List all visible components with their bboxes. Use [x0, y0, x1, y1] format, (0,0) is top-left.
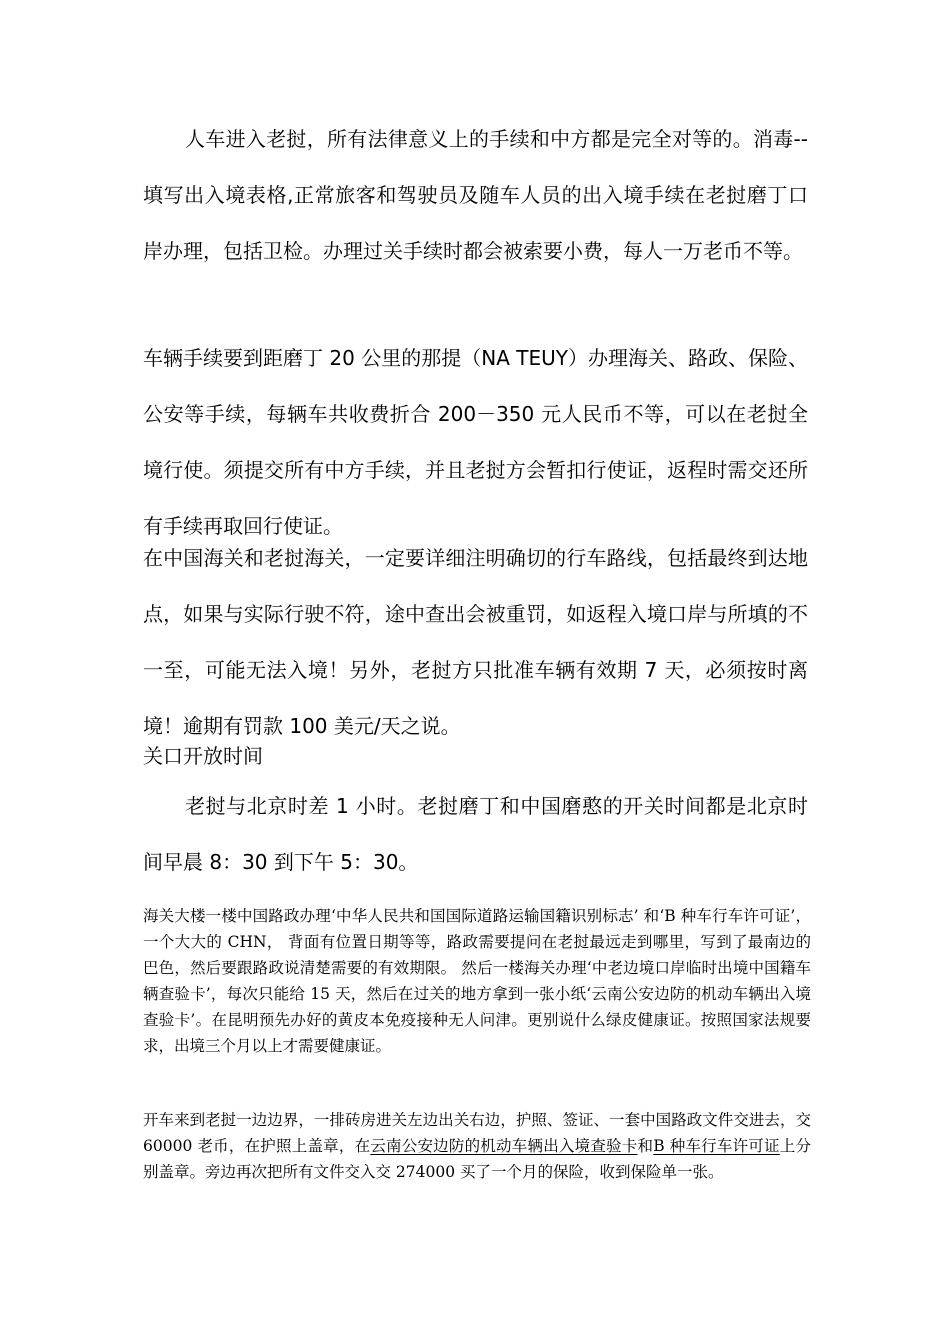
paragraph-border-crossing-text-2: 和 — [637, 1137, 654, 1155]
underlined-inspection-card: 云南公安边防的机动车辆出入境查验卡 — [370, 1137, 638, 1155]
paragraph-opening-hours: 老挝与北京时差 1 小时。老挝磨丁和中国磨憨的开关时间都是北京时间早晨 8：30 到下午 5：30。 — [143, 794, 808, 874]
paragraph-vehicle-procedures: 车辆手续要到距磨丁 20 公里的那提（NA TEUY）办理海关、路政、保险、公安等手续，每辆车共收费折合 200－350 元人民币不等，可以在老挝全境行使。须提交所有中方手续，并且老挝方会暂扣行使证，返程时需交还所有手续再取回行使证。 — [143, 346, 808, 538]
paragraph-road-admin: 海关大楼一楼中国路政办理‘中华人民共和国国际道路运输国籍识别标志’ 和‘B 种车行车许可证’，一个大大的 CHN， 背面有位置日期等等，路政需要提问在老挝最远走到哪里，写到了最南边的巴色，然后要跟路政说清楚需要的有效期限。 然后一楼海关办理‘中老边境口岸临时出境中国籍车辆查验卡’，每次只能给 15 天，然后在过关的地方拿到一张小纸‘云南公安边防的机动车辆出入境查验卡’。在昆明预先办好的黄皮本免疫接种无人问津。更别说什么绿皮健康证。按照国家法规要求，出境三个月以上才需要健康证。 — [143, 907, 811, 1055]
paragraph-route-declaration: 在中国海关和老挝海关，一定要详细注明确切的行车路线，包括最终到达地点，如果与实际行驶不符，途中查出会被重罚，如返程入境口岸与所填的不一至，可能无法入境！另外，老挝方只批准车辆有效期 7 天，必须按时离境！逾期有罚款 100 美元/天之说。 — [143, 546, 808, 738]
underlined-vehicle-permit: B 种车行车许可证 — [653, 1137, 780, 1155]
paragraph-entry-procedures: 人车进入老挝，所有法律意义上的手续和中方都是完全对等的。消毒--填写出入境表格,正常旅客和驾驶员及随车人员的出入境手续在老挝磨丁口岸办理，包括卫检。办理过关手续时都会被索要小费，每人一万老币不等。 — [143, 127, 808, 263]
section-heading-opening-hours: 关口开放时间 — [143, 744, 263, 768]
paragraph-border-crossing — [143, 1107, 811, 1185]
paragraph-border-crossing-text-1: 开车来到老挝一边边界，一排砖房进关左边出关右边，护照、签证、一套中国路政文件交进去，交 60000 老币，在护照上盖章，在 — [143, 1111, 811, 1155]
paragraph-border-crossing-text-3: 上分别盖章。旁边再次把所有文件交入交 274000 买了一个月的保险，收到保险单一张。 — [143, 1137, 811, 1181]
